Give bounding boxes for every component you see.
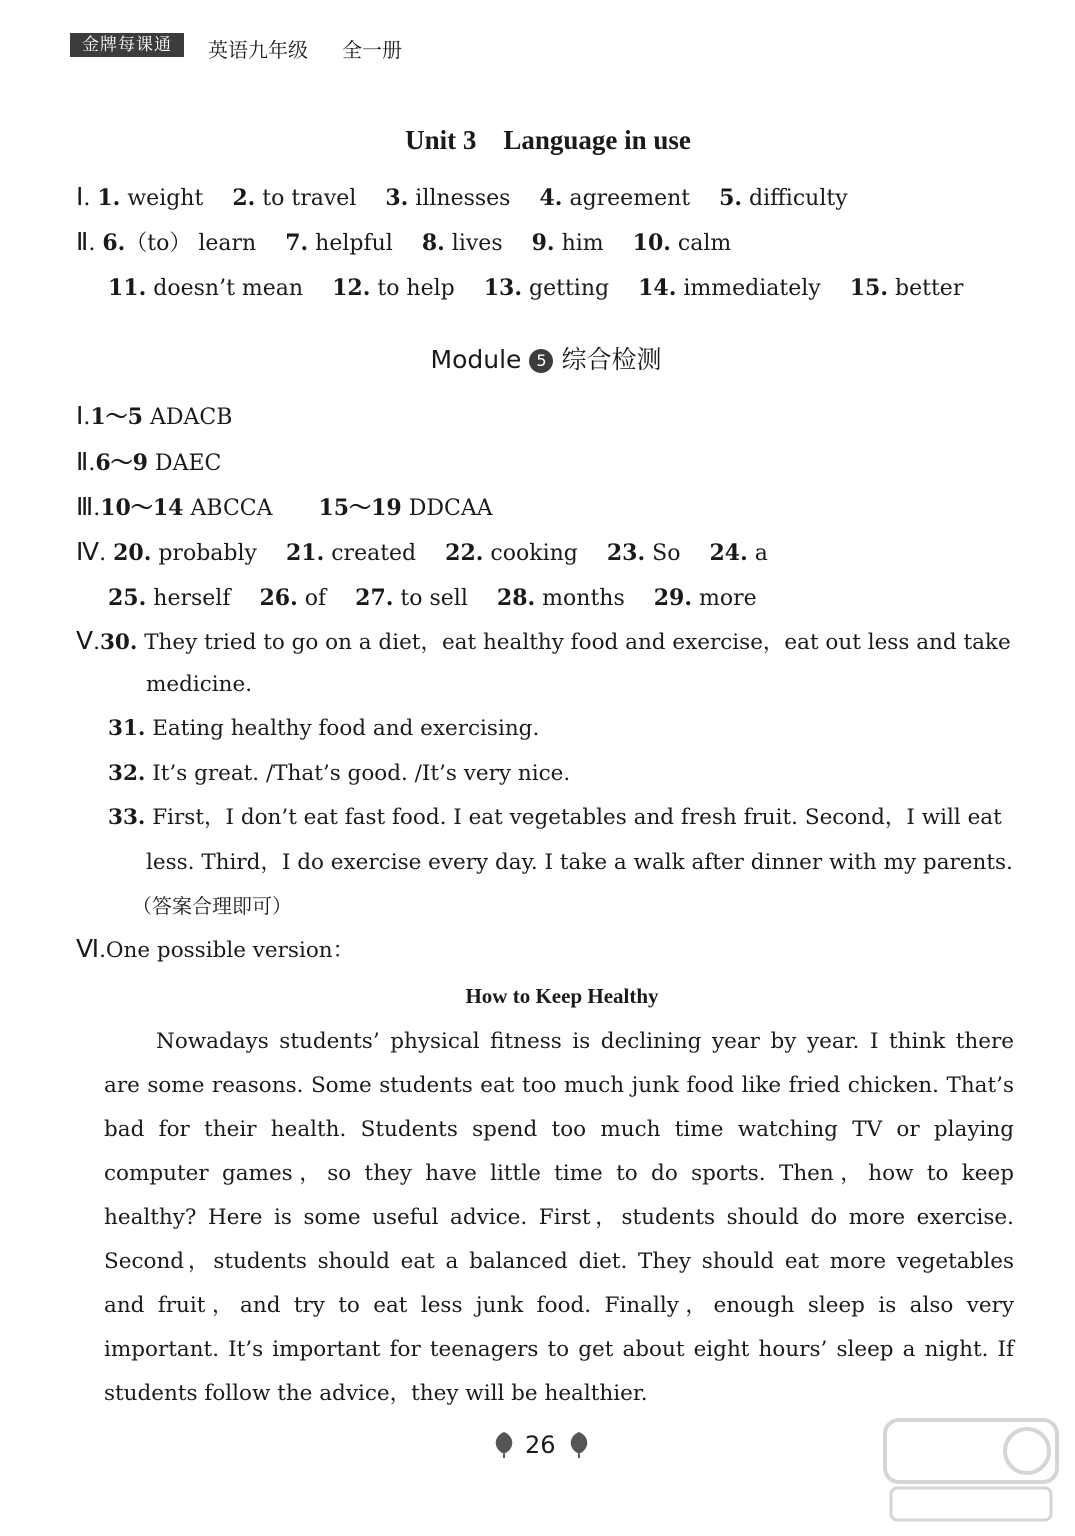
answer-item: 5. difficulty [719, 185, 848, 211]
module-section-6-intro: Ⅵ.One possible version： [76, 936, 355, 963]
brand-logo: 金牌每课通 [70, 33, 184, 57]
header-subject: 英语九年级 [208, 38, 308, 62]
leaf-icon [565, 1430, 593, 1462]
module-number-badge: 5 [529, 349, 553, 373]
module-title [0, 340, 1075, 376]
answer-item: 9. him [531, 230, 604, 256]
module-section-4-row-2 [108, 584, 779, 613]
answer-33-note: （答案合理即可） [132, 894, 292, 918]
answer-item: 12. to help [332, 275, 455, 301]
roman-numeral: Ⅴ [76, 628, 94, 655]
answer-item: 8. lives [421, 230, 503, 256]
answer-item: 11. doesn’t mean [108, 275, 304, 301]
page-number: 26 [525, 1431, 556, 1459]
answer-item: 6.（to） learn [102, 230, 257, 256]
module-title-cn: 综合检测 [561, 345, 662, 374]
answer-item: 4. agreement [539, 185, 691, 211]
answer-item: 7. helpful [285, 230, 393, 256]
watermark-logo [881, 1416, 1061, 1530]
answer-item: 2. to travel [232, 185, 357, 211]
answer-30-line-2: medicine. [146, 672, 253, 697]
answer-item: 26. of [259, 585, 327, 611]
answer-item: 13. getting [483, 275, 610, 301]
module-section-4-row-1: Ⅳ. 20. probably 21. created 22. cooking 23. So 24. a [76, 539, 768, 566]
roman-numeral: Ⅰ [76, 184, 84, 211]
roman-numeral: Ⅵ [76, 936, 100, 963]
answer-item: 3. illnesses [385, 185, 511, 211]
module-section-3: Ⅲ.10～14 ABCCA 15～19 DDCAA [76, 494, 493, 521]
answer-32: 32. It’s great. /That’s good. /It’s very nice. [108, 761, 571, 786]
header-volume: 全一册 [342, 38, 402, 62]
answer-item: 27. to sell [355, 585, 468, 611]
roman-numeral: Ⅲ [76, 494, 94, 521]
answer-item: 14. immediately [638, 275, 821, 301]
answer-item: 15. better [849, 275, 964, 301]
unit-section-2-row-1: Ⅱ. 6.（to） learn 7. helpful 8. lives 9. him 10. calm [76, 229, 732, 256]
answer-33-line-1: 33. First，I don’t eat fast food. I eat vegetables and fresh fruit. Second，I will eat [108, 805, 1002, 830]
roman-numeral: Ⅱ [76, 449, 89, 476]
answer-31: 31. Eating healthy food and exercising. [108, 716, 540, 741]
unit-title: Unit 3 Language in use [405, 125, 691, 155]
answer-30-line-1: Ⅴ.30. They tried to go on a diet，eat healthy food and exercise，eat out less and take [76, 628, 1011, 655]
answer-item: 25. herself [108, 585, 231, 611]
leaf-icon [490, 1430, 518, 1462]
roman-numeral: Ⅳ [76, 539, 100, 566]
answer-item: 20. probably [113, 540, 257, 566]
module-word: Module [430, 345, 522, 374]
roman-numeral: Ⅱ [76, 229, 89, 256]
module-section-2: Ⅱ.6～9 DAEC [76, 449, 222, 476]
essay-body: Nowadays students’ physical fitness is declining year by year. I think there are some reasons. Some students eat too much junk food like fried chicken. That’s bad for their health. Students spend too much time watching TV or playing computer games，so they have little time to do sports. Then，how to keep healthy? Here is some useful advice. First，students should do more exercise. Second，students should eat a balanced diet. They should eat more vegetables and fruit，and try to eat less junk food. Finally，enough sleep is also very important. It’s important for teenagers to get about eight hours’ sleep a night. If students follow the advice，they will be healthier. [104, 1029, 1014, 1406]
answer-item: 10. calm [632, 230, 732, 256]
answer-item: 23. So [606, 540, 681, 566]
answer-item: 21. created [285, 540, 417, 566]
answer-33-line-2: less. Third，I do exercise every day. I take a walk after dinner with my parents. [146, 850, 1013, 875]
answer-item: 24. a [709, 540, 768, 566]
answer-item: 29. more [653, 585, 757, 611]
essay-title: How to Keep Healthy [465, 984, 659, 1008]
answer-item: 22. cooking [445, 540, 578, 566]
unit-section-2-row-2 [108, 274, 985, 303]
module-section-1: Ⅰ.1～5 ADACB [76, 403, 233, 430]
roman-numeral: Ⅰ [76, 403, 84, 430]
answer-item: 1. weight [97, 185, 204, 211]
unit-section-1: Ⅰ. 1. weight 2. to travel 3. illnesses 4. agreement 5. difficulty [76, 184, 848, 211]
answer-item: 28. months [496, 585, 625, 611]
